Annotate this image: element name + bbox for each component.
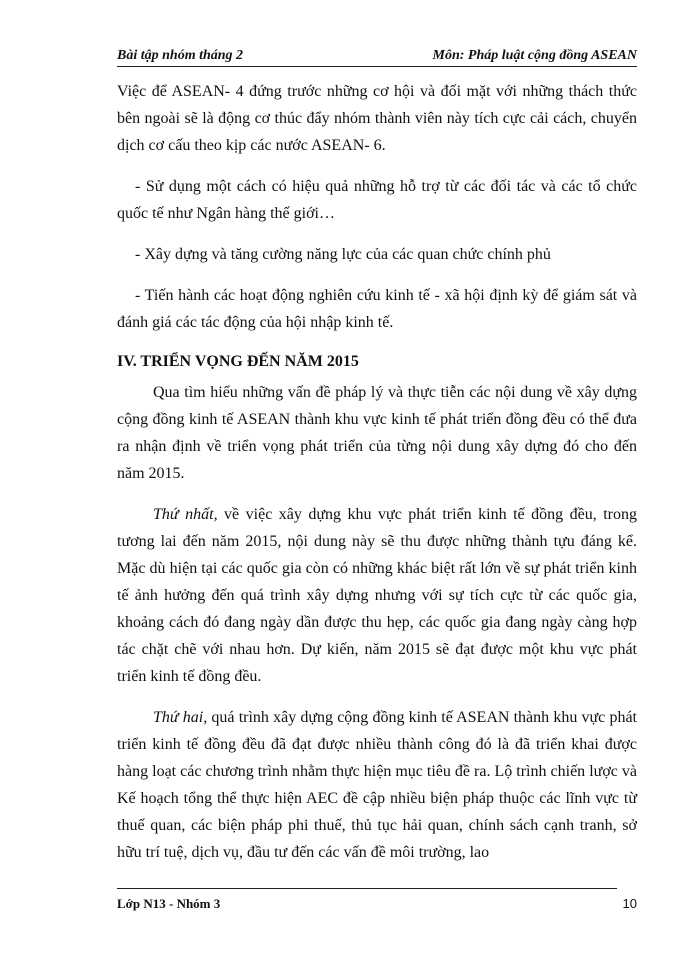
page-number: 10 xyxy=(622,896,637,911)
page-body xyxy=(117,78,637,866)
bullet-item-research: - Tiến hành các hoạt động nghiên cứu kinh tế - xã hội định kỳ để giám sát và đánh giá các tác động của hội nhập kinh tế. xyxy=(117,287,637,331)
paragraph-first xyxy=(117,501,637,690)
bullet-item-capacity: - Xây dựng và tăng cường năng lực của các quan chức chính phủ xyxy=(135,246,551,263)
section-heading: IV. TRIỂN VỌNG ĐẾN NĂM 2015 xyxy=(117,353,359,370)
paragraph-intro: Qua tìm hiểu những vấn đề pháp lý và thực tiễn các nội dung về xây dựng cộng đồng kinh tế ASEAN thành khu vực kinh tế phát triển đồng đều có thể đưa ra nhận định về triển vọng phát triển của từng nội dung xây dựng đó cho đến năm 2015. xyxy=(117,384,637,482)
page-footer xyxy=(117,896,637,912)
paragraph-asean4: Việc để ASEAN- 4 đứng trước những cơ hội và đối mặt với những thách thức bên ngoài sẽ là động cơ thúc đẩy nhóm thành viên này tích cực cải cách, chuyển dịch cơ cấu theo kịp các nước ASEAN- 6. xyxy=(117,83,637,154)
paragraph-second xyxy=(117,704,637,866)
bullet-item-support: - Sử dụng một cách có hiệu quả những hỗ trợ từ các đối tác và các tổ chức quốc tế như Ngân hàng thế giới… xyxy=(117,178,637,222)
header-course-title: Bài tập nhóm tháng 2 xyxy=(117,48,244,63)
footer-divider xyxy=(117,888,617,889)
header-subject: Môn: Pháp luật cộng đồng ASEAN xyxy=(432,48,637,63)
paragraph-first-text: về việc xây dựng khu vực phát triển kinh tế đồng đều, trong tương lai đến năm 2015, nội dung này sẽ thu được những thành tựu đáng kể. Mặc dù hiện tại các quốc gia còn có những khác biệt rất lớn về sự phát triển kinh tế ảnh hưởng đến quá trình xây dựng nhưng với sự tích cực từ các quốc gia, khoảng cách đó đang ngày dần được thu hẹp, các quốc gia đang ngày càng hợp tác chặt chẽ với nhau hơn. Dự kiến, năm 2015 sẽ đạt được một khu vực phát triển kinh tế đồng đều. xyxy=(117,506,637,685)
page-header xyxy=(117,42,637,67)
footer-class-label: Lớp N13 - Nhóm 3 xyxy=(117,896,221,911)
paragraph-second-lead: Thứ hai, xyxy=(153,709,208,726)
paragraph-second-text: quá trình xây dựng cộng đồng kinh tế ASEAN thành khu vực phát triển kinh tế đồng đều đã đạt được nhiều thành công đó là đã triển khai được hàng loạt các chương trình nhằm thực hiện mục tiêu đề ra. Lộ trình chiến lược và Kế hoạch tổng thể thực hiện AEC đề cập nhiều biện pháp thuộc các lĩnh vực từ thuế quan, các biện pháp phi thuế, thủ tục hải quan, chính sách cạnh tranh, sở hữu trí tuệ, dịch vụ, đầu tư đến các vấn đề môi trường, lao xyxy=(117,709,637,861)
paragraph-first-lead: Thứ nhất, xyxy=(153,506,218,523)
